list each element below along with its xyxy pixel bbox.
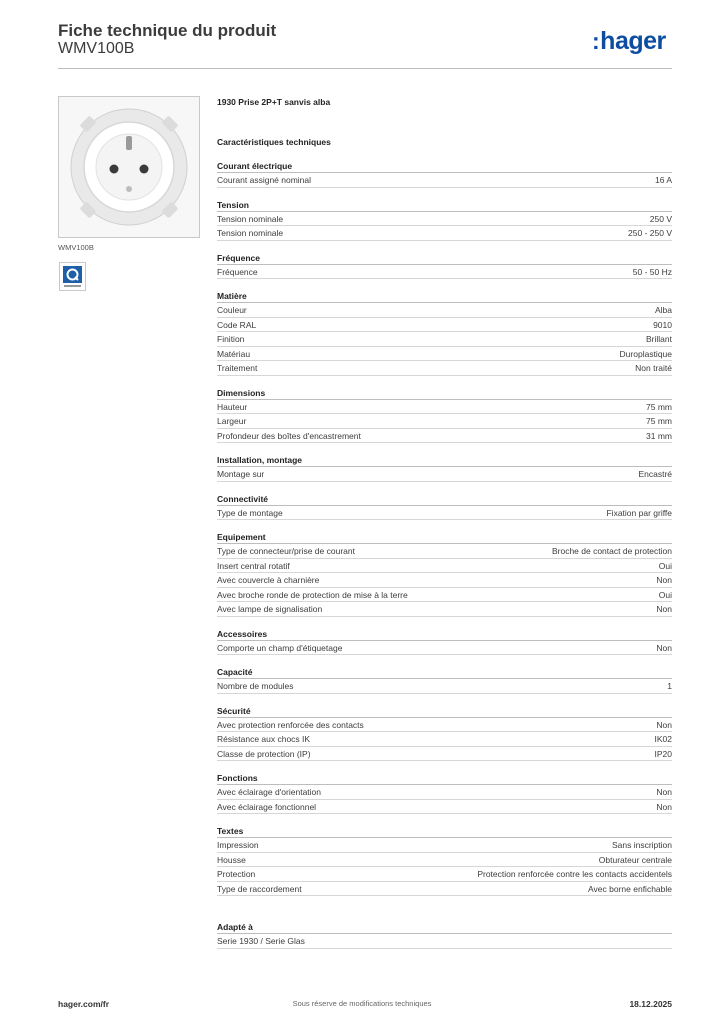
spec-label: Couleur bbox=[217, 305, 247, 315]
spec-row bbox=[217, 400, 672, 415]
spec-row bbox=[217, 467, 672, 482]
spec-section bbox=[217, 921, 672, 949]
spec-label: Matériau bbox=[217, 348, 251, 359]
spec-row bbox=[217, 747, 672, 762]
spec-row bbox=[217, 173, 672, 188]
spec-value: Non bbox=[656, 604, 672, 614]
spec-label: Nombre de modules bbox=[217, 681, 294, 691]
spec-value: Protection renforcée contre les contacts accidentels bbox=[477, 869, 672, 879]
spec-section bbox=[217, 531, 672, 617]
spec-value: Non bbox=[656, 719, 672, 730]
spec-label: Type de connecteur/prise de courant bbox=[217, 546, 355, 556]
section-title: Matière bbox=[217, 290, 672, 303]
spec-value: 75 mm bbox=[646, 416, 672, 426]
spec-section bbox=[217, 705, 672, 762]
spec-value: 1 bbox=[667, 681, 672, 691]
spec-label: Avec lampe de signalisation bbox=[217, 604, 323, 614]
spec-value: Oui bbox=[658, 589, 672, 600]
spec-label: Serie 1930 / Serie Glas bbox=[217, 936, 305, 946]
spec-label: Profondeur des boîtes d'encastrement bbox=[217, 430, 361, 441]
spec-label: Avec protection renforcée des contacts bbox=[217, 719, 364, 730]
spec-row bbox=[217, 853, 672, 868]
section-title: Capacité bbox=[217, 666, 672, 679]
spec-row bbox=[217, 559, 672, 574]
spec-label: Traitement bbox=[217, 363, 258, 373]
spec-row bbox=[217, 429, 672, 444]
spec-value: 250 V bbox=[649, 213, 672, 224]
section-title: Textes bbox=[217, 825, 672, 838]
spec-value: IK02 bbox=[654, 734, 672, 744]
spec-label: Fréquence bbox=[217, 266, 258, 277]
spec-row bbox=[217, 732, 672, 747]
spec-label: Montage sur bbox=[217, 469, 265, 479]
spec-value: Encastré bbox=[638, 469, 672, 479]
spec-section bbox=[217, 825, 672, 896]
spec-value: 50 - 50 Hz bbox=[632, 266, 672, 277]
spec-value: 9010 bbox=[653, 319, 672, 330]
spec-section bbox=[217, 160, 672, 188]
section-title: Adapté à bbox=[217, 921, 672, 934]
spec-label: Finition bbox=[217, 334, 245, 344]
header-divider bbox=[58, 68, 672, 69]
spec-value: Non bbox=[656, 642, 672, 653]
spec-label: Type de raccordement bbox=[217, 883, 302, 894]
spec-row bbox=[217, 506, 672, 521]
spec-row bbox=[217, 718, 672, 733]
product-reference: WMV100B bbox=[58, 40, 135, 57]
footer-date: 18.12.2025 bbox=[629, 999, 672, 1009]
footer-website-link[interactable]: hager.com/fr bbox=[58, 999, 110, 1009]
spec-value: Obturateur centrale bbox=[598, 854, 672, 865]
spec-value: Sans inscription bbox=[611, 840, 672, 850]
spec-section bbox=[217, 199, 672, 241]
spec-label: Avec éclairage fonctionnel bbox=[217, 801, 317, 812]
spec-row bbox=[217, 544, 672, 559]
page-title: Fiche technique du produit bbox=[58, 21, 277, 40]
spec-label: Résistance aux chocs IK bbox=[217, 734, 311, 744]
section-title: Fonctions bbox=[217, 772, 672, 785]
spec-section bbox=[217, 252, 672, 280]
spec-row bbox=[217, 226, 672, 241]
spec-row bbox=[217, 347, 672, 362]
spec-value: Non bbox=[656, 787, 672, 797]
spec-row bbox=[217, 303, 672, 318]
spec-row bbox=[217, 573, 672, 588]
spec-label: Largeur bbox=[217, 416, 247, 426]
spec-label: Protection bbox=[217, 869, 256, 879]
spec-value: Duroplastique bbox=[619, 348, 672, 359]
section-title: Dimensions bbox=[217, 387, 672, 400]
spec-row bbox=[217, 679, 672, 694]
spec-row bbox=[217, 602, 672, 617]
spec-value: Oui bbox=[658, 560, 672, 571]
spec-label: Impression bbox=[217, 840, 259, 850]
spec-label: Tension nominale bbox=[217, 213, 284, 224]
spec-row bbox=[217, 414, 672, 429]
spec-section bbox=[217, 290, 672, 376]
image-caption: WMV100B bbox=[58, 243, 94, 252]
spec-label: Hauteur bbox=[217, 401, 248, 412]
socket-illustration bbox=[59, 97, 199, 237]
spec-row bbox=[217, 361, 672, 376]
section-title: Installation, montage bbox=[217, 454, 672, 467]
spec-section bbox=[217, 772, 672, 814]
section-title: Accessoires bbox=[217, 628, 672, 641]
spec-row bbox=[217, 212, 672, 227]
section-title: Sécurité bbox=[217, 705, 672, 718]
spec-value: Alba bbox=[654, 305, 672, 315]
spec-label: Courant assigné nominal bbox=[217, 175, 312, 185]
spec-row bbox=[217, 867, 672, 882]
spec-row bbox=[217, 265, 672, 280]
section-title: Equipement bbox=[217, 531, 672, 544]
spec-value: Non traité bbox=[635, 363, 672, 373]
spec-label: Tension nominale bbox=[217, 228, 284, 238]
section-title: Fréquence bbox=[217, 252, 672, 265]
spec-label: Type de montage bbox=[217, 507, 283, 518]
spec-value: Non bbox=[656, 575, 672, 585]
product-image bbox=[58, 96, 200, 238]
spec-row bbox=[217, 838, 672, 853]
spec-value: Brillant bbox=[646, 334, 672, 344]
spec-row bbox=[217, 882, 672, 897]
spec-value: 31 mm bbox=[646, 430, 672, 441]
quality-label-icon bbox=[59, 262, 86, 291]
spec-row bbox=[217, 934, 672, 949]
spec-section bbox=[217, 628, 672, 656]
spec-row bbox=[217, 332, 672, 347]
spec-label: Insert central rotatif bbox=[217, 560, 290, 571]
spec-section bbox=[217, 387, 672, 444]
spec-value: 75 mm bbox=[646, 401, 672, 412]
spec-sections bbox=[217, 160, 672, 949]
spec-row bbox=[217, 785, 672, 800]
spec-value: Non bbox=[656, 801, 672, 812]
footer-note: Sous réserve de modifications techniques bbox=[292, 999, 432, 1008]
spec-value: Fixation par griffe bbox=[606, 507, 672, 518]
spec-label: Avec couvercle à charnière bbox=[217, 575, 320, 585]
spec-value: Broche de contact de protection bbox=[551, 546, 672, 556]
spec-row bbox=[217, 588, 672, 603]
spec-row bbox=[217, 318, 672, 333]
spec-section bbox=[217, 493, 672, 521]
spec-label: Classe de protection (IP) bbox=[217, 748, 311, 759]
tech-heading: Caractéristiques techniques bbox=[217, 137, 331, 147]
spec-row bbox=[217, 800, 672, 815]
spec-label: Code RAL bbox=[217, 319, 257, 330]
spec-section bbox=[217, 666, 672, 694]
spec-content bbox=[217, 96, 672, 949]
product-name: 1930 Prise 2P+T sanvis alba bbox=[217, 97, 331, 107]
spec-label: Avec éclairage d'orientation bbox=[217, 787, 322, 797]
spec-section bbox=[217, 454, 672, 482]
section-title: Tension bbox=[217, 199, 672, 212]
spec-value: 16 A bbox=[654, 175, 672, 185]
section-title: Courant électrique bbox=[217, 160, 672, 173]
spec-value: 250 - 250 V bbox=[628, 228, 672, 238]
spec-value: IP20 bbox=[654, 748, 672, 759]
section-title: Connectivité bbox=[217, 493, 672, 506]
spec-value: Avec borne enfichable bbox=[588, 883, 672, 894]
brand-name: hager bbox=[600, 27, 666, 55]
brand-logo: :hager bbox=[592, 27, 666, 55]
spec-label: Comporte un champ d'étiquetage bbox=[217, 642, 343, 653]
spec-label: Housse bbox=[217, 854, 246, 865]
spec-label: Avec broche ronde de protection de mise à la terre bbox=[217, 589, 408, 600]
spec-row bbox=[217, 641, 672, 656]
